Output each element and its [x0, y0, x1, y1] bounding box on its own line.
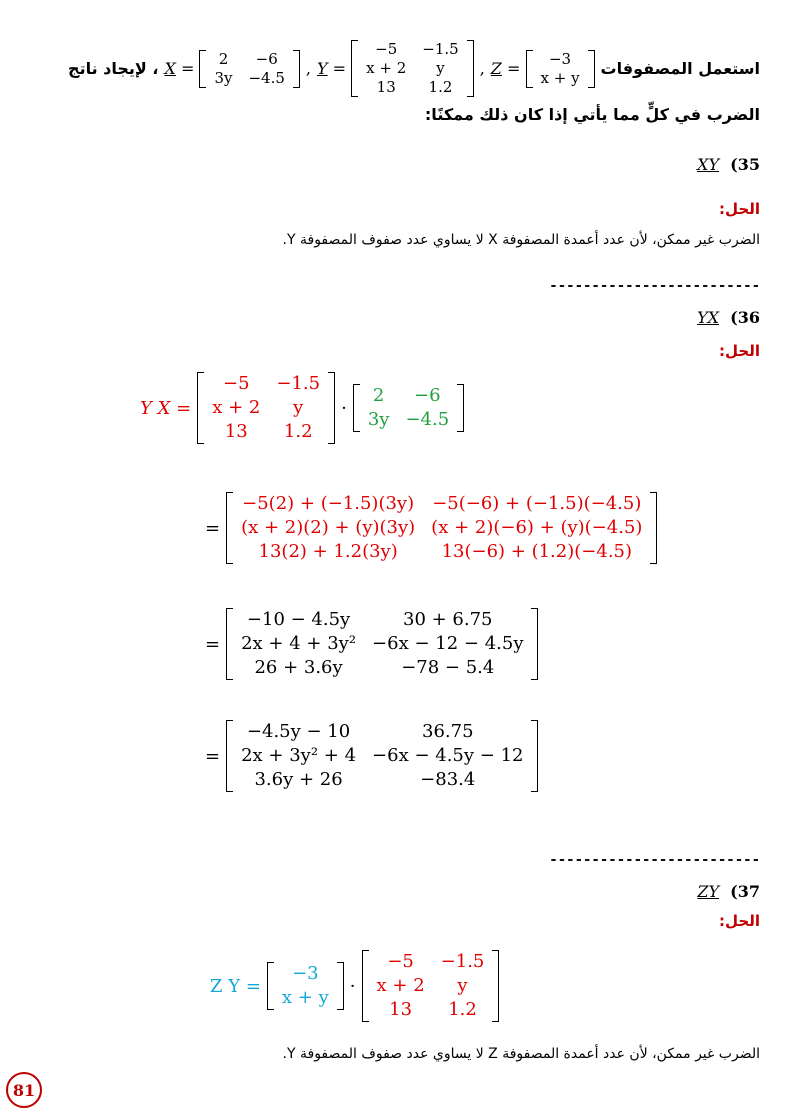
q36-solution-label: الحل: — [719, 342, 760, 360]
q37-header: 37) ZY — [697, 882, 760, 901]
q36-step2: = −5(2) + (−1.5)(3y) −5(−6) + (−1.5)(−4.5) (x + 2)(2) + (y)(3y) (x + 2)(−6) + (y)(−4.5) 13(2) + 1.2(3y) 13(−6) + (1.2)(−4.5) — [205, 492, 657, 564]
q35-expr: XY — [697, 155, 720, 174]
q36-header: 36) YX — [697, 308, 760, 327]
matrix-x-def: X = 2 −6 3y −4.5 — [164, 50, 299, 88]
matrix-z-def: Z = −3 x + y — [491, 50, 595, 88]
intro-text: استعمل المصفوفات — [600, 59, 760, 78]
matrix-y: −5 −1.5 x + 2 y 13 1.2 — [351, 40, 474, 97]
separator-1: ------------------------- — [549, 278, 760, 294]
q36-step4: = −4.5y − 10 36.75 2x + 3y² + 4 −6x − 4.5y − 12 3.6y + 26 −83.4 — [205, 720, 538, 792]
matrix-z: −3 x + y — [526, 50, 595, 88]
q37-solution-label: الحل: — [719, 912, 760, 930]
q36-x-matrix: 2 −6 3y −4.5 — [353, 384, 464, 432]
page-number-badge: 81 — [6, 1072, 42, 1108]
matrix-y-def: Y = −5 −1.5 x + 2 y 13 1.2 — [317, 40, 474, 97]
q35-answer: الضرب غير ممكن، لأن عدد أعمدة المصفوفة X لا يساوي عدد صفوف المصفوفة Y. — [282, 232, 760, 248]
matrix-x: 2 −6 3y −4.5 — [199, 50, 299, 88]
intro-line-2: الضرب في كلٍّ مما يأتي إذا كان ذلك ممكنًا: — [424, 105, 760, 124]
q36-step1: Y X = −5 −1.5 x + 2 y 13 1.2 · 2 −6 3y −4.5 — [140, 372, 464, 444]
q36-step3: = −10 − 4.5y 30 + 6.75 2x + 4 + 3y² −6x − 12 − 4.5y 26 + 3.6y −78 − 5.4 — [205, 608, 538, 680]
intro-line-1: استعمل المصفوفات Z = −3 x + y , Y = −5 −1.5 x + 2 y 13 1.2 , X = 2 −6 3y −4.5 ، لإيجاد ناتج — [68, 40, 760, 96]
q35-number: 35) — [730, 155, 760, 174]
intro-end: ، لإيجاد ناتج — [68, 59, 159, 78]
q37-y-matrix: −5 −1.5 x + 2 y 13 1.2 — [362, 950, 500, 1022]
separator-2: ------------------------- — [549, 852, 760, 868]
q36-lhs: Y X = — [140, 397, 192, 419]
q37-z-matrix: −3 x + y — [267, 962, 344, 1010]
q37-answer: الضرب غير ممكن، لأن عدد أعمدة المصفوفة Z لا يساوي عدد صفوف المصفوفة Y. — [282, 1046, 760, 1062]
q35-header — [697, 155, 760, 174]
q37-lhs: Z Y = — [210, 975, 261, 997]
q36-y-matrix: −5 −1.5 x + 2 y 13 1.2 — [197, 372, 335, 444]
q37-step1: Z Y = −3 x + y · −5 −1.5 x + 2 y 13 1.2 — [210, 950, 499, 1022]
q35-solution-label: الحل: — [719, 200, 760, 218]
z-name: Z — [490, 59, 502, 78]
